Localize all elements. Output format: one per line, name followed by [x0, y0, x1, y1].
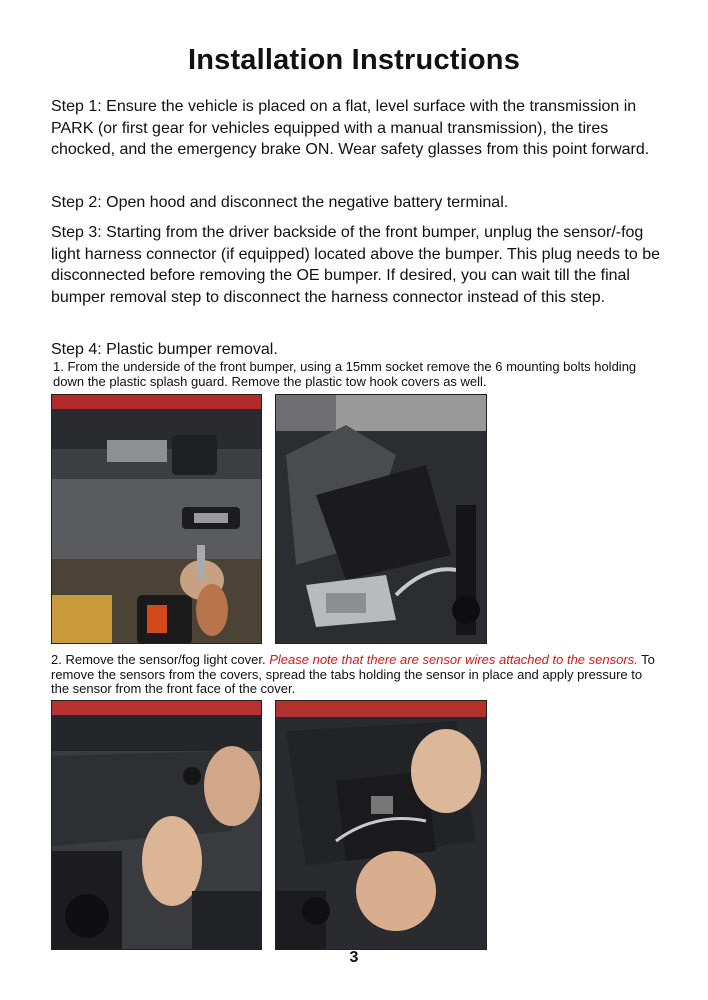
- sensor-wire-warning: Please note that there are sensor wires attached to the sensors.: [269, 652, 638, 667]
- substep-2-text: [51, 653, 661, 697]
- step-4-text: Step 4: Plastic bumper removal.: [51, 341, 278, 358]
- photo-splash-guard: [275, 394, 487, 644]
- substep-2-tail: To remove the sensors from the covers, spread the tabs holding the sensor in place and apply pressure to the sensor from the front face of the cover.: [51, 652, 655, 696]
- photo-sensor-wires: [275, 700, 487, 950]
- photo-removing-cover: [51, 700, 262, 950]
- photo-underside-bolt-removal: [51, 394, 262, 644]
- step-2-text: Step 2: Open hood and disconnect the negative battery terminal.: [51, 194, 509, 211]
- substep-2-lead: 2. Remove the sensor/fog light cover.: [51, 652, 270, 667]
- page-title: Installation Instructions: [187, 44, 521, 76]
- page-number: 3: [349, 949, 359, 966]
- substep-1-text: 1. From the underside of the front bumper, using a 15mm socket remove the 6 mounting bolts holding down the plastic splash guard. Remove the plastic tow hook covers as well.: [53, 359, 637, 389]
- step-1-text: Step 1: Ensure the vehicle is placed on a flat, level surface with the transmission in PARK (or first gear for vehicles equipped with a manual transmission), the tires chocked, and the emergency brake ON. Wear safety glasses from this point forward.: [51, 98, 650, 158]
- step-3-text: Step 3: Starting from the driver backside of the front bumper, unplug the sensor/-fog light harness connector (if equipped) located above the bumper. This plug needs to be disconnected before removing the OE bumper. If desired, you can wait till the final bumper removal step to disconnect the harness connector instead of this step.: [51, 224, 660, 306]
